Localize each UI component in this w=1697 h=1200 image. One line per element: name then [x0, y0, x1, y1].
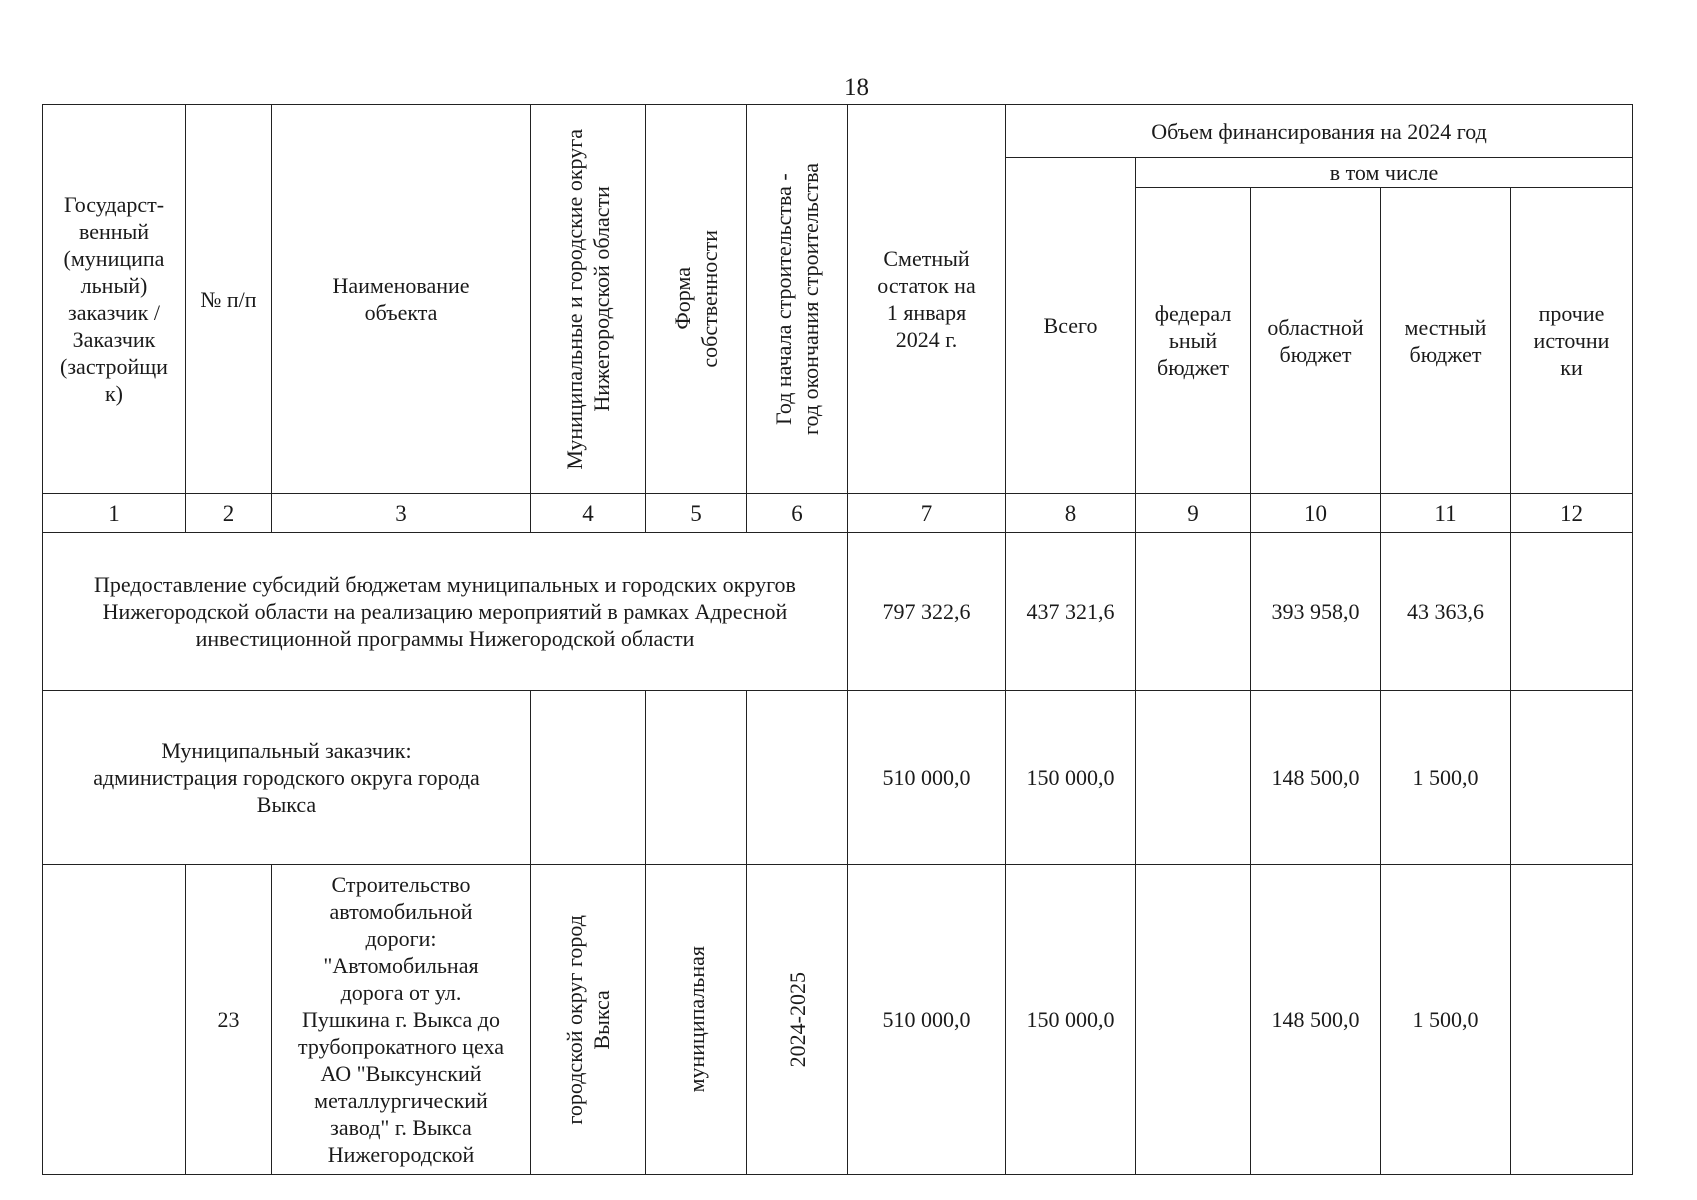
customer-row	[43, 691, 1633, 865]
object-number: 23	[186, 865, 272, 1175]
object-municipality	[531, 865, 646, 1175]
header-ownership	[646, 105, 747, 494]
object-row	[43, 865, 1633, 1175]
header-customer: Государст- венный (муниципа льный) заказчик / Заказчик (застройщи к)	[43, 105, 186, 494]
customer-total: 150 000,0	[1006, 691, 1136, 865]
customer-regional: 148 500,0	[1251, 691, 1381, 865]
section-estimate-balance: 797 322,6	[848, 533, 1006, 691]
object-estimate-balance: 510 000,0	[848, 865, 1006, 1175]
customer-ownership	[646, 691, 747, 865]
object-federal	[1136, 865, 1251, 1175]
header-row	[43, 105, 1633, 158]
header-federal-budget: федерал ьный бюджет	[1136, 188, 1251, 494]
object-years	[747, 865, 848, 1175]
header-construction-years	[747, 105, 848, 494]
section-total: 437 321,6	[1006, 533, 1136, 691]
customer-years	[747, 691, 848, 865]
header-municipality-text: Муниципальные и городские округа Нижегородской области	[562, 128, 614, 470]
object-regional: 148 500,0	[1251, 865, 1381, 1175]
column-number: 6	[747, 494, 848, 533]
customer-local: 1 500,0	[1381, 691, 1511, 865]
customer-title: Муниципальный заказчик: администрация городского округа города Выкса	[43, 691, 531, 865]
header-item-number: № п/п	[186, 105, 272, 494]
section-title: Предоставление субсидий бюджетам муниципальных и городских округов Нижегородской области на реализацию мероприятий в рамках Адресной инвестиционной программы Нижегородской области	[43, 533, 848, 691]
header-construction-years-text: Год начала строительства - год окончания строительства	[771, 163, 823, 435]
header-local-budget: местный бюджет	[1381, 188, 1511, 494]
section-local: 43 363,6	[1381, 533, 1511, 691]
customer-municipality	[531, 691, 646, 865]
column-number: 8	[1006, 494, 1136, 533]
column-number: 1	[43, 494, 186, 533]
object-local: 1 500,0	[1381, 865, 1511, 1175]
column-number: 4	[531, 494, 646, 533]
object-total: 150 000,0	[1006, 865, 1136, 1175]
header-funding-group: Объем финансирования на 2024 год	[1006, 105, 1633, 158]
column-number-row	[43, 494, 1633, 533]
customer-other	[1511, 691, 1633, 865]
object-ownership	[646, 865, 747, 1175]
header-estimate-balance: Сметный остаток на 1 января 2024 г.	[848, 105, 1006, 494]
header-total: Всего	[1006, 158, 1136, 494]
object-customer	[43, 865, 186, 1175]
object-other	[1511, 865, 1633, 1175]
column-number: 3	[272, 494, 531, 533]
object-name: Строительство автомобильной дороги: "Автомобильная дорога от ул. Пушкина г. Выкса до трубопрокатного цеха АО "Выксунский металлургический завод" г. Выкса Нижегородской	[272, 865, 531, 1175]
header-municipality	[531, 105, 646, 494]
section-federal	[1136, 533, 1251, 691]
column-number: 10	[1251, 494, 1381, 533]
header-ownership-text: Форма собственности	[670, 230, 722, 368]
column-number: 5	[646, 494, 747, 533]
object-ownership-text: муниципальная	[683, 946, 709, 1093]
section-other	[1511, 533, 1633, 691]
column-number: 12	[1511, 494, 1633, 533]
customer-estimate-balance: 510 000,0	[848, 691, 1006, 865]
object-years-text: 2024-2025	[784, 971, 810, 1068]
column-number: 11	[1381, 494, 1511, 533]
object-municipality-text: городской округ город Выкса	[562, 914, 614, 1125]
column-number: 7	[848, 494, 1006, 533]
header-including: в том числе	[1136, 158, 1633, 188]
page-number: 18	[844, 74, 869, 101]
header-other-sources: прочие источни ки	[1511, 188, 1633, 494]
column-number: 2	[186, 494, 272, 533]
section-row	[43, 533, 1633, 691]
investment-program-table	[42, 104, 1633, 1175]
section-regional: 393 958,0	[1251, 533, 1381, 691]
customer-federal	[1136, 691, 1251, 865]
header-regional-budget: областной бюджет	[1251, 188, 1381, 494]
column-number: 9	[1136, 494, 1251, 533]
header-object-name: Наименование объекта	[272, 105, 531, 494]
